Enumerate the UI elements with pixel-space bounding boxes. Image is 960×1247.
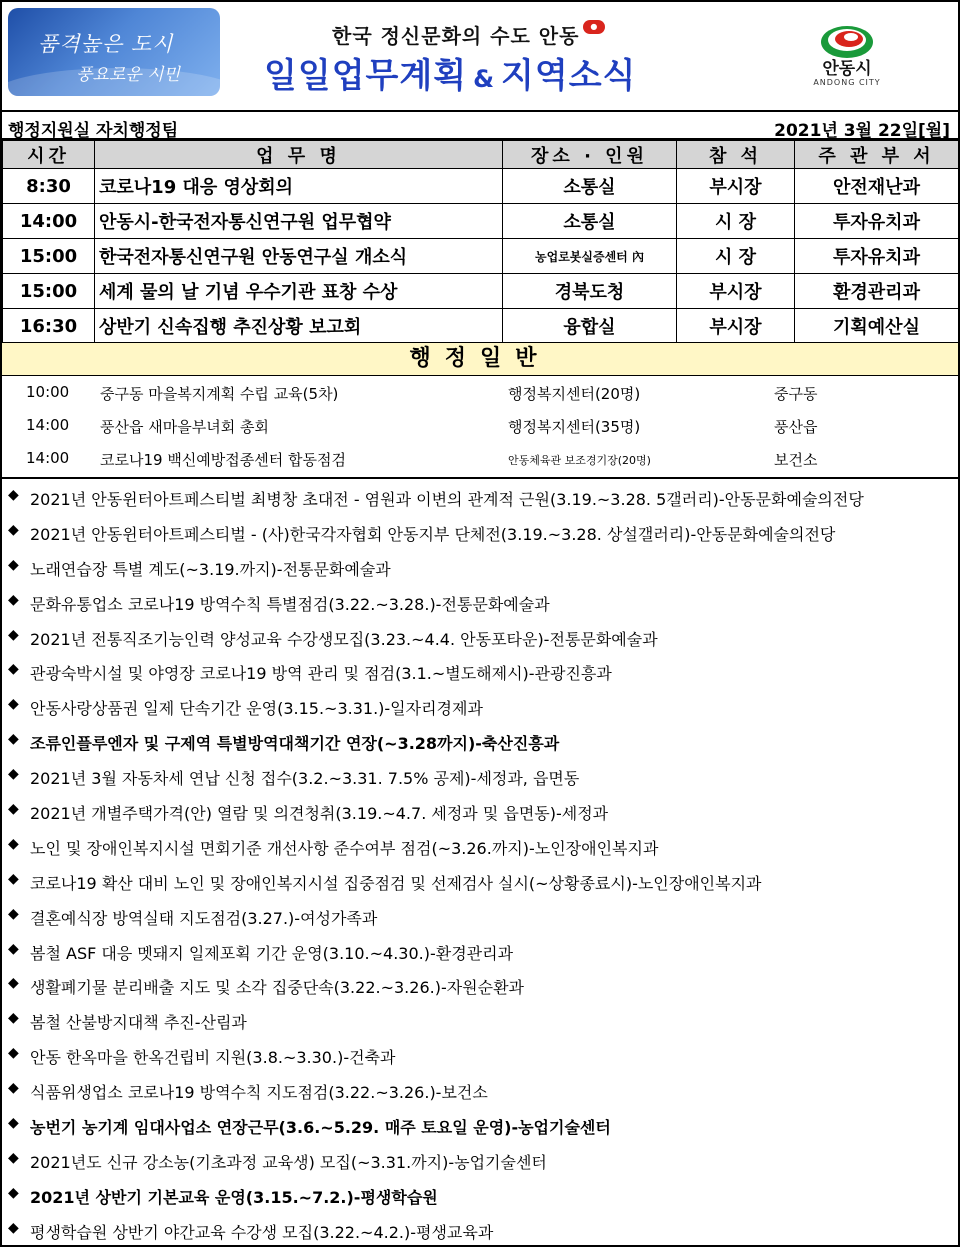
notice-text: 조류인플루엔자 및 구제역 특별방역대책기간 연장(~3.28까지)-축산진흥과 xyxy=(30,734,560,754)
diamond-bullet-icon: ◆ xyxy=(8,835,19,852)
diamond-bullet-icon: ◆ xyxy=(8,661,19,678)
diamond-bullet-icon: ◆ xyxy=(8,940,19,957)
notice-text: 봄철 산불방지대책 추진-산림과 xyxy=(30,1013,247,1033)
notice-item xyxy=(2,1107,958,1142)
cell-time: 14:00 xyxy=(3,204,95,239)
notice-item xyxy=(2,653,958,688)
cell-dept: 기획예산실 xyxy=(795,309,959,344)
admin-dept: 중구동 xyxy=(774,385,818,403)
city-logo xyxy=(802,20,892,100)
info-row xyxy=(2,110,958,140)
table-row xyxy=(3,274,959,309)
schedule-table xyxy=(2,140,959,344)
admin-time: 14:00 xyxy=(26,449,70,467)
cell-time: 15:00 xyxy=(3,274,95,309)
notice-text: 농번기 농기계 임대사업소 연장근무(3.6.~5.29. 매주 토요일 운영)-농업기술센터 xyxy=(30,1118,611,1138)
diamond-bullet-icon: ◆ xyxy=(8,731,19,748)
slogan-badge xyxy=(8,8,220,96)
notice-text: 노래연습장 특별 계도(~3.19.까지)-전통문화예술과 xyxy=(30,559,391,579)
slogan-line2: 풍요로운 시민 xyxy=(76,65,180,85)
col-header-task: 업 무 명 xyxy=(95,141,503,169)
notice-item xyxy=(2,758,958,793)
notice-item xyxy=(2,1037,958,1072)
notice-item xyxy=(2,967,958,1002)
notice-text: 평생학습원 상반기 야간교육 수강생 모집(3.22.~4.2.)-평생교육과 xyxy=(30,1222,494,1242)
table-row xyxy=(3,309,959,344)
diamond-bullet-icon: ◆ xyxy=(8,521,19,538)
col-header-time: 시간 xyxy=(3,141,95,169)
notice-text: 식품위생업소 코로나19 방역수칙 지도점검(3.22.~3.26.)-보건소 xyxy=(30,1083,488,1103)
diamond-bullet-icon: ◆ xyxy=(8,870,19,887)
cell-attendee: 시 장 xyxy=(677,239,795,274)
admin-dept: 풍산읍 xyxy=(774,418,818,436)
admin-list xyxy=(2,376,958,476)
notice-item xyxy=(2,1177,958,1212)
admin-dept: 보건소 xyxy=(774,451,818,469)
notice-text: 2021년 전통직조기능인력 양성교육 수강생모집(3.23.~4.4. 안동포타운)-전통문화예술과 xyxy=(30,629,658,649)
diamond-bullet-icon: ◆ xyxy=(8,1149,19,1166)
notice-item xyxy=(2,863,958,898)
notice-text: 안동사랑상품권 일제 단속기간 운영(3.15.~3.31.)-일자리경제과 xyxy=(30,699,483,719)
diamond-bullet-icon: ◆ xyxy=(8,766,19,783)
list-item xyxy=(2,376,958,409)
admin-place: 행정복지센터(35명) xyxy=(508,418,641,436)
cell-task: 코로나19 대응 영상회의 xyxy=(95,169,503,204)
diamond-bullet-icon: ◆ xyxy=(8,1115,19,1132)
diamond-bullet-icon: ◆ xyxy=(8,975,19,992)
diamond-bullet-icon: ◆ xyxy=(8,696,19,713)
notice-list xyxy=(2,477,958,1247)
cell-task: 안동시-한국전자통신연구원 업무협약 xyxy=(95,204,503,239)
notice-text: 관광숙박시설 및 야영장 코로나19 방역 관리 및 점검(3.1.~별도해제시)-관광진흥과 xyxy=(30,664,612,684)
notice-item xyxy=(2,688,958,723)
col-header-attendee: 참 석 xyxy=(677,141,795,169)
department-name: 행정지원실 자치행정팀 xyxy=(8,121,179,141)
notice-item xyxy=(2,514,958,549)
notice-item xyxy=(2,1002,958,1037)
col-header-place: 장소 · 인원 xyxy=(503,141,677,169)
cell-attendee: 시 장 xyxy=(677,204,795,239)
cell-place: 소통실 xyxy=(503,204,677,239)
cell-time: 8:30 xyxy=(3,169,95,204)
cell-time: 16:30 xyxy=(3,309,95,344)
schedule-header-row xyxy=(3,141,959,169)
cell-dept: 투자유치과 xyxy=(795,239,959,274)
notice-text: 2021년 3월 자동차세 연납 신청 접수(3.2.~3.31. 7.5% 공제)-세정과, 읍면동 xyxy=(30,769,580,789)
subtitle-text: 한국 정신문화의 수도 안동 xyxy=(332,24,580,48)
table-row xyxy=(3,169,959,204)
admin-task: 코로나19 백신예방접종센터 합동점검 xyxy=(100,451,346,469)
notice-item xyxy=(2,479,958,514)
title-part1: 일일업무계획 xyxy=(264,56,468,96)
cell-task: 한국전자통신연구원 안동연구실 개소식 xyxy=(95,239,503,274)
mascot-icon: ● xyxy=(583,20,605,34)
diamond-bullet-icon: ◆ xyxy=(8,1080,19,1097)
admin-place: 안동체육관 보조경기장(20명) xyxy=(508,454,651,467)
notice-text: 노인 및 장애인복지시설 면회기준 개선사항 준수여부 점검(~3.26.까지)-노인장애인복지과 xyxy=(30,838,659,858)
diamond-bullet-icon: ◆ xyxy=(8,626,19,643)
diamond-bullet-icon: ◆ xyxy=(8,801,19,818)
notice-item xyxy=(2,1142,958,1177)
notice-item xyxy=(2,898,958,933)
cell-task: 상반기 신속집행 추진상황 보고회 xyxy=(95,309,503,344)
notice-text: 결혼예식장 방역실태 지도점검(3.27.)-여성가족과 xyxy=(30,908,378,928)
cell-dept: 투자유치과 xyxy=(795,204,959,239)
diamond-bullet-icon: ◆ xyxy=(8,1184,19,1201)
notice-text: 봄철 ASF 대응 멧돼지 일제포획 기간 운영(3.10.~4.30.)-환경관리과 xyxy=(30,943,514,963)
cell-attendee: 부시장 xyxy=(677,274,795,309)
table-row xyxy=(3,204,959,239)
cell-place: 소통실 xyxy=(503,169,677,204)
header-title xyxy=(264,48,636,97)
notice-text: 문화유통업소 코로나19 방역수칙 특별점검(3.22.~3.28.)-전통문화예술과 xyxy=(30,594,550,614)
cell-task: 세계 물의 날 기념 우수기관 표창 수상 xyxy=(95,274,503,309)
notice-item xyxy=(2,619,958,654)
diamond-bullet-icon: ◆ xyxy=(8,1219,19,1236)
admin-time: 10:00 xyxy=(26,383,70,401)
report-date: 2021년 3월 22일[월] xyxy=(774,121,950,141)
diamond-bullet-icon: ◆ xyxy=(8,1045,19,1062)
notice-item xyxy=(2,793,958,828)
cell-place: 융합실 xyxy=(503,309,677,344)
notice-item xyxy=(2,933,958,968)
notice-text: 2021년 안동윈터아트페스티벌 - (사)한국각자협회 안동지부 단체전(3.19.~3.28. 상설갤러리)-안동문화예술의전당 xyxy=(30,524,836,544)
cell-attendee: 부시장 xyxy=(677,169,795,204)
col-header-dept: 주 관 부 서 xyxy=(795,141,959,169)
city-logo-icon xyxy=(818,20,876,60)
notice-item xyxy=(2,828,958,863)
cell-dept: 안전재난과 xyxy=(795,169,959,204)
notice-text: 2021년 안동윈터아트페스티벌 최병창 초대전 - 염원과 이변의 관계적 근원(3.19.~3.28. 5갤러리)-안동문화예술의전당 xyxy=(30,490,864,509)
cell-place: 농업로봇실증센터 內 xyxy=(503,239,677,274)
table-row xyxy=(3,239,959,274)
notice-text: 2021년 상반기 기본교육 운영(3.15.~7.2.)-평생학습원 xyxy=(30,1187,438,1207)
notice-item xyxy=(2,584,958,619)
admin-task: 중구동 마을복지계획 수립 교육(5차) xyxy=(100,385,339,403)
list-item xyxy=(2,442,958,475)
list-item xyxy=(2,409,958,442)
admin-time: 14:00 xyxy=(26,416,70,434)
admin-task: 풍산읍 새마을부녀회 총회 xyxy=(100,418,269,436)
notice-text: 2021년도 신규 강소농(기초과정 교육생) 모집(~3.31.까지)-농업기술센터 xyxy=(30,1152,547,1172)
diamond-bullet-icon: ◆ xyxy=(8,556,19,573)
header-banner xyxy=(2,2,958,108)
title-part2: 지역소식 xyxy=(501,56,637,96)
title-amp: & xyxy=(473,65,496,93)
logo-name: 안동시 xyxy=(822,59,872,79)
diamond-bullet-icon: ◆ xyxy=(8,1010,19,1027)
cell-place: 경북도청 xyxy=(503,274,677,309)
notice-text: 안동 한옥마을 한옥건립비 지원(3.8.~3.30.)-건축과 xyxy=(30,1048,396,1068)
notice-item xyxy=(2,1072,958,1107)
diamond-bullet-icon: ◆ xyxy=(8,905,19,922)
notice-text: 생활폐기물 분리배출 지도 및 소각 집중단속(3.22.~3.26.)-자원순환과 xyxy=(30,978,525,998)
notice-item xyxy=(2,1212,958,1247)
header-subtitle xyxy=(332,20,605,49)
diamond-bullet-icon: ◆ xyxy=(8,487,19,503)
notice-text: 코로나19 확산 대비 노인 및 장애인복지시설 집중점검 및 선제검사 실시(~상황종료시)-노인장애인복지과 xyxy=(30,873,762,893)
notice-item xyxy=(2,549,958,584)
admin-section-title: 행정일반 xyxy=(2,342,958,376)
notice-item xyxy=(2,723,958,758)
diamond-bullet-icon: ◆ xyxy=(8,591,19,608)
admin-place: 행정복지센터(20명) xyxy=(508,385,641,403)
notice-text: 2021년 개별주택가격(안) 열람 및 의견청취(3.19.~4.7. 세정과 및 읍면동)-세정과 xyxy=(30,804,609,824)
cell-dept: 환경관리과 xyxy=(795,274,959,309)
slogan-line1: 품격높은 도시 xyxy=(38,32,174,56)
cell-attendee: 부시장 xyxy=(677,309,795,344)
cell-time: 15:00 xyxy=(3,239,95,274)
logo-eng: ANDONG CITY xyxy=(813,78,881,87)
